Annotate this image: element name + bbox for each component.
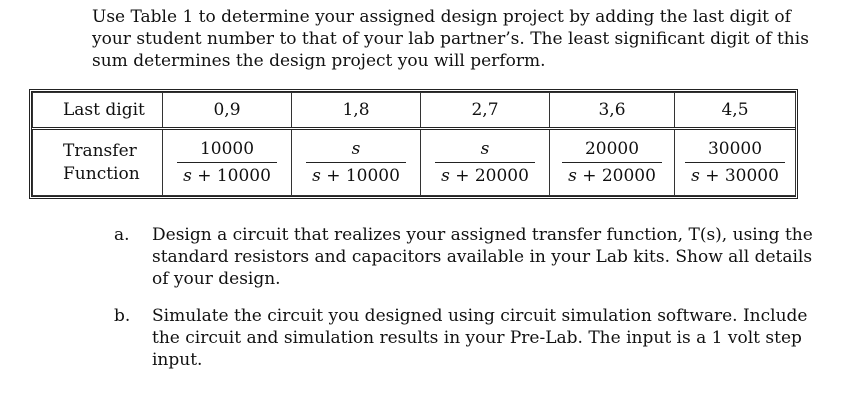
fraction: [306, 139, 406, 186]
task-line: standard resistors and capacitors available in your Lab kits. Show all details: [152, 247, 813, 267]
row-label-line-2: Function: [63, 163, 140, 184]
numerator: s: [435, 139, 535, 163]
table-header-row: [33, 93, 796, 129]
numerator: 10000: [177, 139, 277, 163]
digits-cell: 4,5: [675, 93, 796, 129]
digits-cell: 3,6: [550, 93, 675, 129]
header-label-cell: Last digit: [33, 93, 163, 129]
row-label-line-1: Transfer: [63, 140, 137, 161]
intro-line-1: Use Table 1 to determine your assigned design project by adding the last digit of: [92, 7, 791, 27]
task-line: input.: [152, 350, 203, 370]
list-marker: b.: [114, 306, 131, 326]
task-line: of your design.: [152, 269, 281, 289]
denominator: s + 20000: [441, 166, 529, 186]
digits-cell: 2,7: [421, 93, 550, 129]
task-text: [152, 224, 817, 290]
task-line: the circuit and simulation results in your Pre-Lab. The input is a 1 volt step: [152, 328, 802, 348]
denominator: s + 20000: [568, 166, 656, 186]
denominator: s + 30000: [691, 166, 779, 186]
denominator: s + 10000: [312, 166, 400, 186]
transfer-function-cell: [292, 129, 421, 196]
design-project-table: [29, 89, 798, 199]
numerator: 30000: [685, 139, 785, 163]
table-transfer-row: [33, 129, 796, 196]
fraction: [685, 139, 785, 186]
task-text: [152, 305, 817, 371]
fraction: [562, 139, 662, 186]
list-marker: a.: [114, 225, 130, 245]
intro-line-2: your student number to that of your lab partner’s. The least significant digit of this: [92, 29, 809, 49]
digits-cell: 1,8: [292, 93, 421, 129]
task-line: Simulate the circuit you designed using circuit simulation software. Include: [152, 306, 808, 326]
digits-cell: 0,9: [163, 93, 292, 129]
intro-line-3: sum determines the design project you will perform.: [92, 51, 546, 71]
task-line: Design a circuit that realizes your assigned transfer function, T(s), using the: [152, 225, 813, 245]
fraction: [177, 139, 277, 186]
denominator: s + 10000: [183, 166, 271, 186]
transfer-function-cell: [163, 129, 292, 196]
numerator: s: [306, 139, 406, 163]
fraction: [435, 139, 535, 186]
transfer-function-cell: [675, 129, 796, 196]
transfer-function-cell: [421, 129, 550, 196]
transfer-function-cell: [550, 129, 675, 196]
row-label-cell: [33, 129, 163, 196]
numerator: 20000: [562, 139, 662, 163]
intro-paragraph: [92, 6, 822, 72]
